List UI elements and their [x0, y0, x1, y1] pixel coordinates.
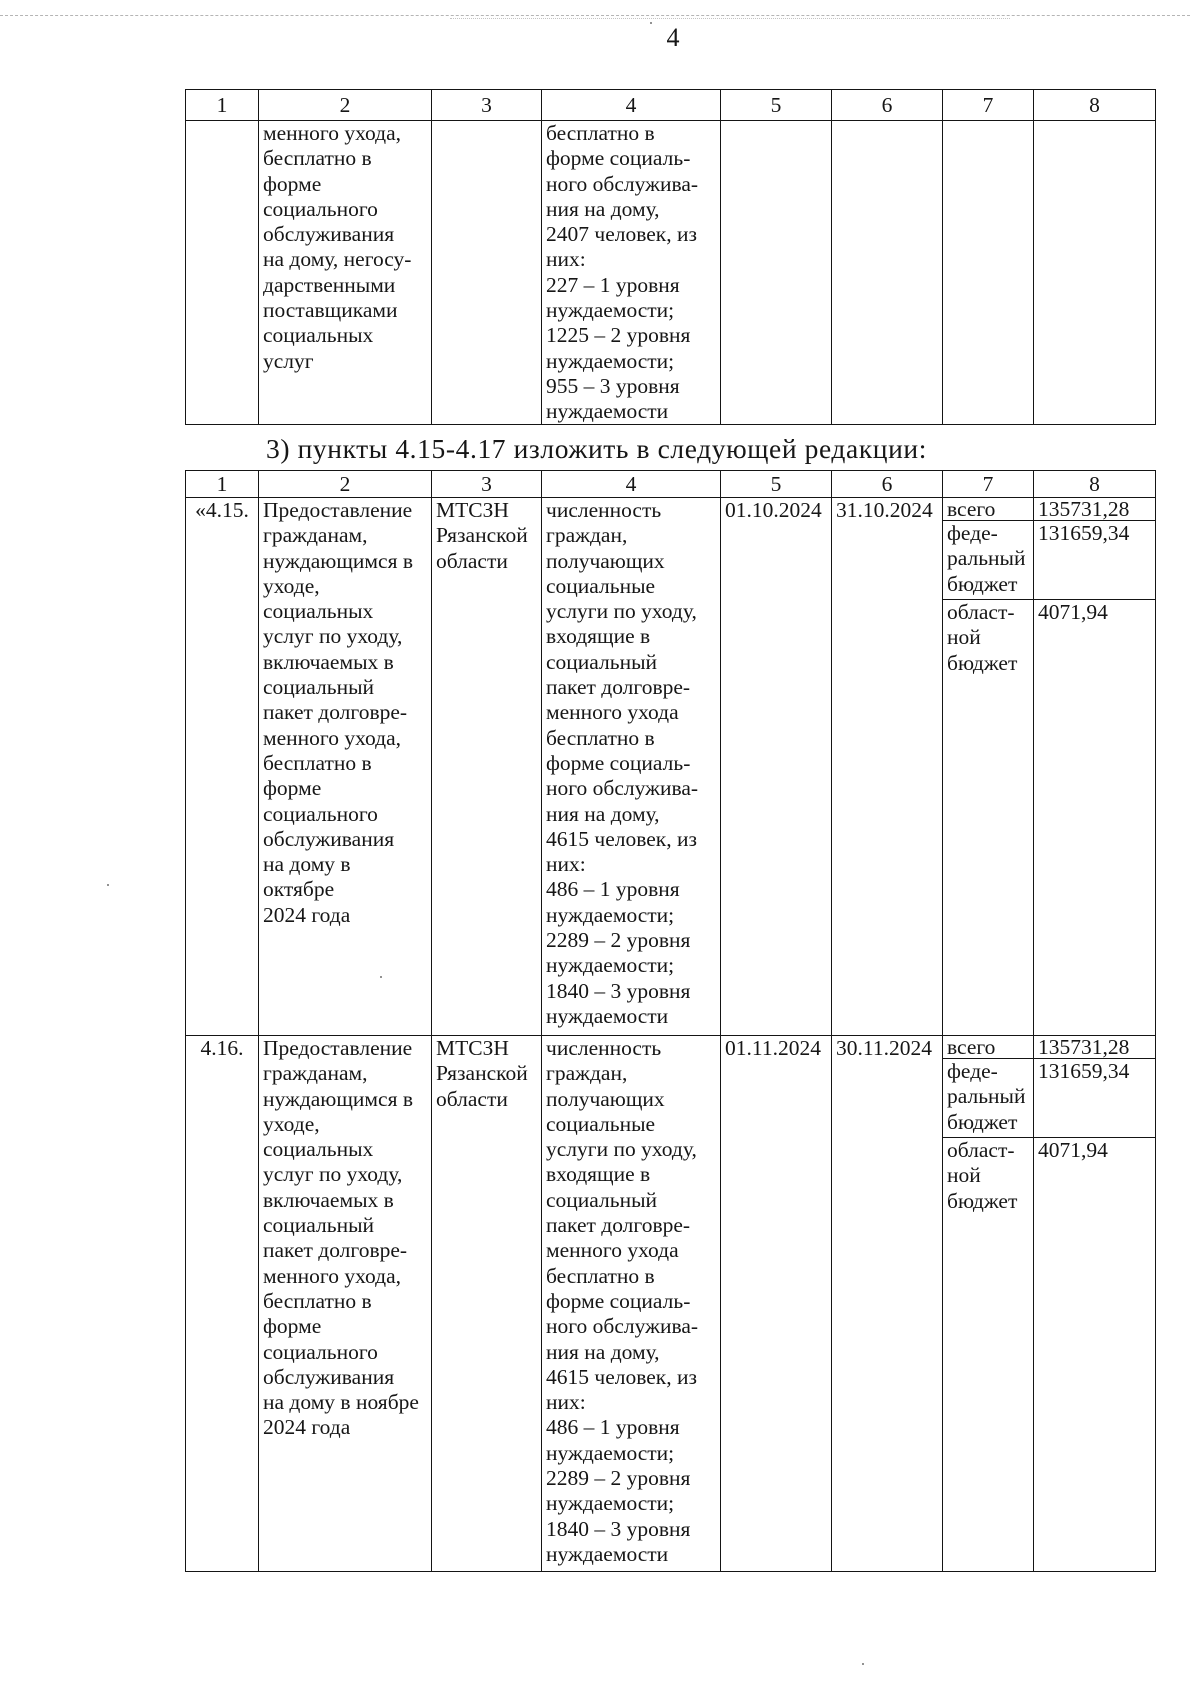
cell-start-date: 01.11.2024	[721, 1036, 832, 1572]
header-cell: 1	[186, 471, 259, 498]
cell-funding-amount: 135731,28	[1034, 498, 1156, 521]
cell-item-number: 4.16.	[186, 1036, 259, 1572]
scan-speck	[862, 1663, 864, 1665]
empty-cell	[832, 121, 943, 425]
cell-funding-source: всего	[943, 498, 1034, 521]
header-cell: 2	[259, 90, 432, 121]
cell-indicator: численность граждан, получающих социальные услуги по уходу, входящие в социальный пакет долговре- менного ухода бесплатно в форме социаль- ного обслужива- ния на дому, 4615 человек, из них: 486 – 1 уровня нуждаемости; 2289 – 2 уровня нуждаемости; 1840 – 3 уровня нуждаемости	[542, 1036, 721, 1572]
cell-funding-amount: 4071,94	[1034, 1138, 1156, 1572]
page-number: 4	[666, 23, 680, 52]
header-cell: 4	[542, 90, 721, 121]
scan-artifact-line	[0, 15, 1190, 16]
cell-funding-source: област- ной бюджет	[943, 1138, 1034, 1572]
header-cell: 8	[1034, 90, 1156, 121]
cell-description: Предоставление гражданам, нуждающимся в уходе, социальных услуг по уходу, включаемых в социальный пакет долговре- менного ухода, бесплатно в форме социального обслуживания на дому в октябре 2024 года	[259, 498, 432, 1036]
cell-item-number: «4.15.	[186, 498, 259, 1036]
header-cell: 2	[259, 471, 432, 498]
scan-artifact-line	[450, 18, 1010, 19]
scan-speck	[107, 884, 109, 886]
empty-cell	[1034, 121, 1156, 425]
cell-end-date: 30.11.2024	[832, 1036, 943, 1572]
cell-funding-amount: 4071,94	[1034, 600, 1156, 1036]
amendment-table	[185, 470, 1156, 1572]
header-cell: 6	[832, 471, 943, 498]
cell-start-date: 01.10.2024	[721, 498, 832, 1036]
cell-end-date: 31.10.2024	[832, 498, 943, 1036]
cell-executor: МТСЗН Рязанской области	[432, 1036, 542, 1572]
cell-funding-source: феде- ральный бюджет	[943, 1059, 1034, 1138]
cell-indicator: численность граждан, получающих социальные услуги по уходу, входящие в социальный пакет долговре- менного ухода бесплатно в форме социаль- ного обслужива- ния на дому, 4615 человек, из них: 486 – 1 уровня нуждаемости; 2289 – 2 уровня нуждаемости; 1840 – 3 уровня нуждаемости	[542, 498, 721, 1036]
cell-funding-amount: 135731,28	[1034, 1036, 1156, 1059]
header-cell: 7	[943, 90, 1034, 121]
cell-funding-source: феде- ральный бюджет	[943, 521, 1034, 600]
cell-description: менного ухода, бесплатно в форме социального обслуживания на дому, негосу- дарственными поставщиками социальных услуг	[259, 121, 432, 425]
cell-indicator: бесплатно в форме социаль- ного обслужива- ния на дому, 2407 человек, из них: 227 – 1 уровня нуждаемости; 1225 – 2 уровня нуждаемости; 955 – 3 уровня нуждаемости	[542, 121, 721, 425]
header-cell: 5	[721, 471, 832, 498]
cell-funding-amount: 131659,34	[1034, 1059, 1156, 1138]
cell-executor: МТСЗН Рязанской области	[432, 498, 542, 1036]
header-cell: 8	[1034, 471, 1156, 498]
header-cell: 3	[432, 90, 542, 121]
cell-funding-amount: 131659,34	[1034, 521, 1156, 600]
header-cell: 3	[432, 471, 542, 498]
header-cell: 1	[186, 90, 259, 121]
empty-cell	[943, 121, 1034, 425]
scan-speck	[650, 22, 652, 24]
header-cell: 5	[721, 90, 832, 121]
continuation-table	[185, 89, 1156, 425]
header-cell: 7	[943, 471, 1034, 498]
cell-description: Предоставление гражданам, нуждающимся в уходе, социальных услуг по уходу, включаемых в социальный пакет долговре- менного ухода, бесплатно в форме социального обслуживания на дому в ноябре 2024 года	[259, 1036, 432, 1572]
amendment-instruction: 3) пункты 4.15-4.17 изложить в следующей редакции:	[266, 433, 927, 464]
header-cell: 6	[832, 90, 943, 121]
empty-cell	[186, 121, 259, 425]
empty-cell	[721, 121, 832, 425]
header-cell: 4	[542, 471, 721, 498]
cell-funding-source: всего	[943, 1036, 1034, 1059]
empty-cell	[432, 121, 542, 425]
cell-funding-source: област- ной бюджет	[943, 600, 1034, 1036]
